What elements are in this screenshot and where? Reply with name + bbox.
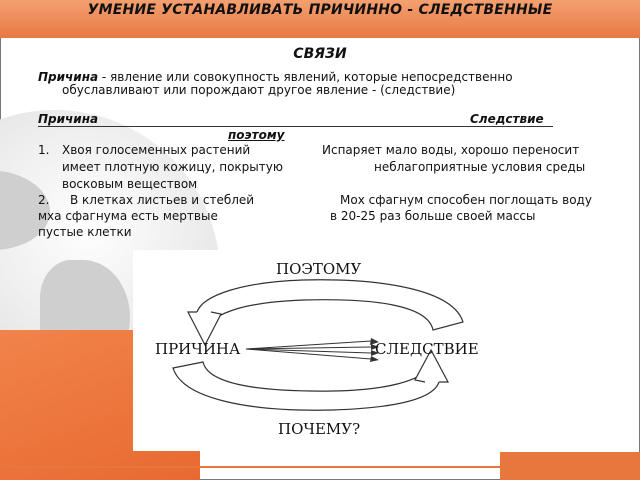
column-cause-heading: Причина bbox=[38, 112, 99, 126]
item-2-cause-line-1: В клетках листьев и стеблей bbox=[70, 193, 255, 207]
definition-term: Причина bbox=[38, 70, 99, 84]
diagram-label-bottom: ПОЧЕМУ? bbox=[278, 420, 361, 438]
diagram-panel bbox=[133, 250, 503, 451]
lower-curved-arrow bbox=[173, 362, 439, 410]
definition-text: - явление или совокупность явлений, которые непосредственно bbox=[98, 70, 513, 84]
column-effect-heading: Следствие bbox=[470, 112, 544, 126]
diagram-label-effect: СЛЕДСТВИЕ bbox=[375, 340, 479, 358]
item-1-effect-line-1: Испаряет мало воды, хорошо переносит bbox=[322, 143, 580, 157]
title-bar bbox=[0, 0, 640, 38]
item-1-cause-line-3: восковым веществом bbox=[62, 177, 198, 191]
slide-subtitle: СВЯЗИ bbox=[293, 46, 347, 62]
item-2-effect-line-1: Мох сфагнум способен поглощать воду bbox=[340, 193, 592, 207]
item-2-effect-line-2: в 20-25 раз больше своей массы bbox=[330, 209, 536, 223]
item-2-cause-line-3: пустые клетки bbox=[38, 225, 132, 239]
header-underline bbox=[38, 126, 553, 127]
definition-line-2: обуславливают или порождают другое явление - (следствие) bbox=[62, 83, 456, 97]
item-1-number: 1. bbox=[38, 143, 50, 157]
link-word: поэтому bbox=[228, 128, 285, 142]
item-1-effect-line-2: неблагоприятные условия среды bbox=[374, 160, 586, 174]
orange-bottom-line bbox=[0, 466, 640, 468]
item-1-cause-line-2: имеет плотную кожицу, покрытую bbox=[62, 160, 283, 174]
diagram-label-top: ПОЭТОМУ bbox=[276, 260, 362, 278]
slide-title: УМЕНИЕ УСТАНАВЛИВАТЬ ПРИЧИННО - СЛЕДСТВЕННЫЕ bbox=[87, 2, 553, 18]
upper-curved-arrow bbox=[197, 280, 463, 332]
item-2-number: 2. bbox=[38, 193, 50, 207]
item-1-cause-line-1: Хвоя голосеменных растений bbox=[62, 143, 251, 157]
diagram-label-cause: ПРИЧИНА bbox=[155, 340, 241, 358]
item-2-cause-line-2: мха сфагнума есть мертвые bbox=[38, 209, 218, 223]
